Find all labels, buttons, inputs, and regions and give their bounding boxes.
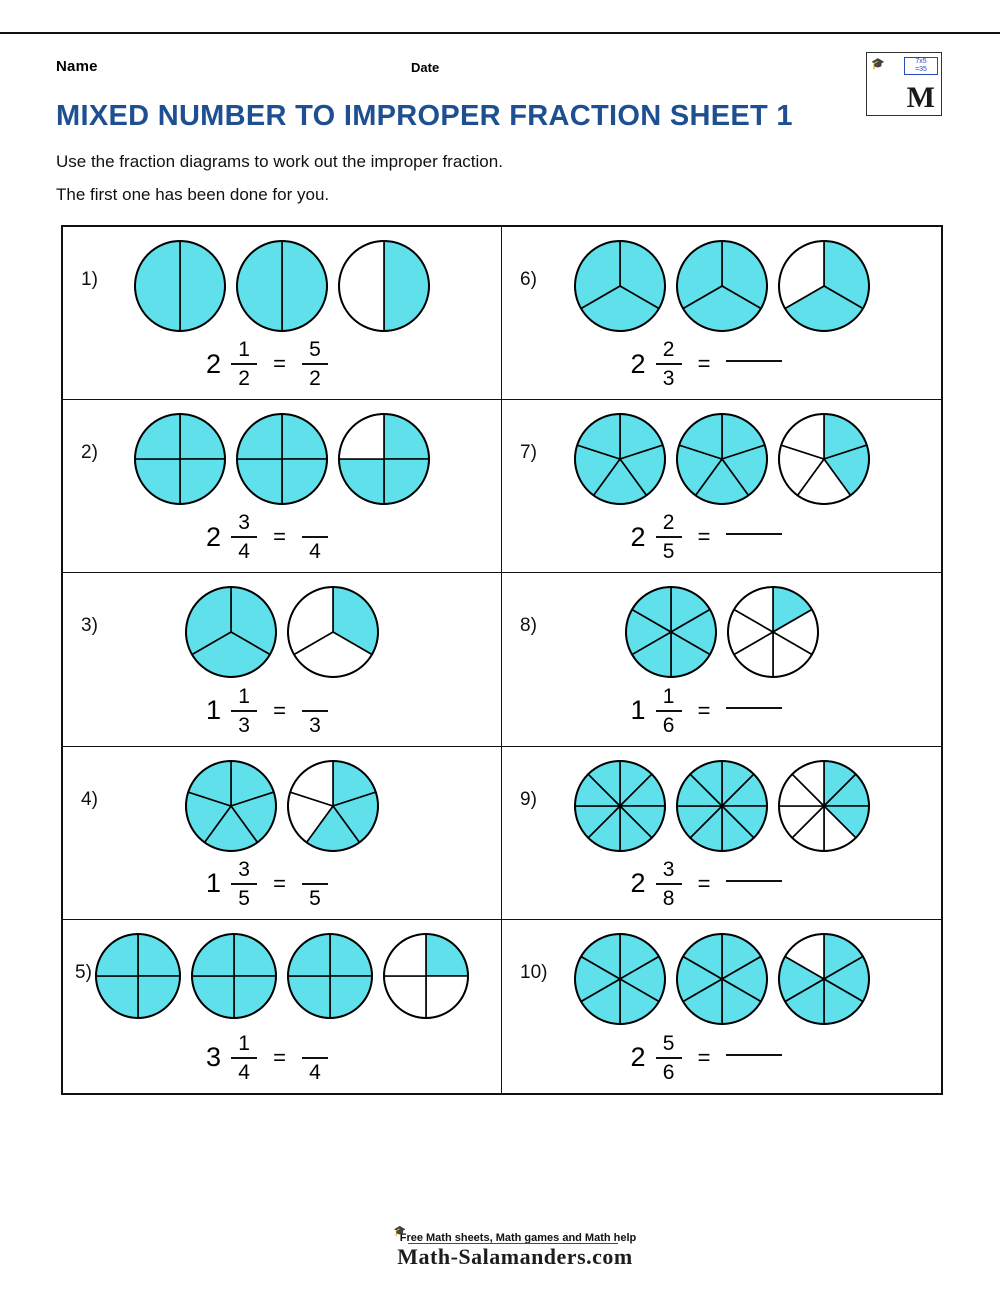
fraction-denominator: 4 xyxy=(238,1060,250,1084)
page-title: MIXED NUMBER TO IMPROPER FRACTION SHEET 1 xyxy=(56,100,793,132)
fraction-diagram-group xyxy=(502,585,941,684)
fraction-circle xyxy=(286,759,380,858)
mixed-fraction xyxy=(656,686,682,736)
problem-number: 3) xyxy=(81,615,98,637)
equals-sign: = xyxy=(697,697,711,723)
logo-text-bottom: =35 xyxy=(915,66,927,73)
answer-blank-line[interactable] xyxy=(726,533,782,535)
top-divider xyxy=(0,32,1000,34)
fraction-circle xyxy=(337,239,431,338)
fraction-circle xyxy=(235,412,329,511)
answer-denominator: 5 xyxy=(309,886,321,910)
fraction-circle xyxy=(286,585,380,684)
fraction-numerator: 2 xyxy=(662,511,675,535)
mixed-fraction xyxy=(231,686,257,736)
fraction-circle xyxy=(675,412,769,511)
problem-number: 6) xyxy=(520,269,537,290)
mixed-fraction xyxy=(656,512,682,562)
whole-number: 1 xyxy=(630,695,646,726)
problem-number: 8) xyxy=(520,615,537,637)
fraction-circle xyxy=(184,585,278,684)
fraction-diagram-group xyxy=(502,239,941,338)
fraction-denominator: 6 xyxy=(662,1060,675,1084)
answer-fraction-blank[interactable] xyxy=(302,1033,328,1083)
fraction-circle xyxy=(777,932,871,1031)
whole-number: 1 xyxy=(206,695,222,726)
answer-fraction[interactable] xyxy=(302,339,328,389)
fraction-numerator: 5 xyxy=(662,1031,675,1055)
equation-row xyxy=(63,859,501,909)
instruction-line-1: Use the fraction diagrams to work out the improper fraction. xyxy=(56,152,503,171)
equals-sign: = xyxy=(273,697,286,723)
fraction-diagram-group xyxy=(63,412,501,511)
equals-sign: = xyxy=(697,1044,711,1070)
problem-number: 7) xyxy=(520,442,537,464)
fraction-circle xyxy=(777,239,871,338)
name-date-row xyxy=(56,58,936,78)
fraction-denominator: 3 xyxy=(238,713,250,737)
footer-tagline: Free Math sheets, Math games and Math help xyxy=(399,1232,637,1244)
problem-cell xyxy=(63,920,502,1093)
footer-logo-icon: 🎓 xyxy=(393,1226,407,1237)
fraction-circle xyxy=(675,759,769,858)
footer xyxy=(0,1226,1000,1270)
answer-denominator: 4 xyxy=(309,1060,321,1084)
problem-cell xyxy=(63,400,502,573)
mixed-fraction xyxy=(231,512,257,562)
fraction-circle xyxy=(573,932,667,1031)
mixed-fraction xyxy=(231,1033,257,1083)
fraction-diagram-group xyxy=(63,585,501,684)
problem-cell xyxy=(63,573,502,746)
logo-text-top: 7x5 xyxy=(915,58,927,65)
mixed-fraction xyxy=(656,1033,682,1083)
whole-number: 1 xyxy=(206,868,222,899)
equation-row xyxy=(502,859,941,909)
fraction-circle xyxy=(573,759,667,858)
fraction-circle xyxy=(133,412,227,511)
fraction-circle xyxy=(726,585,820,684)
fraction-diagram-group xyxy=(63,932,501,1025)
mixed-fraction xyxy=(656,339,682,389)
instruction-line-2: The first one has been done for you. xyxy=(56,185,330,204)
mixed-fraction xyxy=(231,339,257,389)
whole-number: 2 xyxy=(630,348,646,379)
problem-cell xyxy=(502,573,941,746)
problem-number: 4) xyxy=(81,788,98,810)
answer-blank-line[interactable] xyxy=(726,1054,782,1056)
problem-cell xyxy=(502,920,941,1093)
mixed-fraction xyxy=(231,859,257,909)
answer-denominator: 2 xyxy=(309,367,321,391)
fraction-circle xyxy=(675,932,769,1031)
fraction-diagram-group xyxy=(502,412,941,511)
equation-row xyxy=(502,512,941,562)
whole-number: 2 xyxy=(206,521,222,552)
whole-number: 3 xyxy=(206,1042,222,1073)
equals-sign: = xyxy=(273,870,286,896)
problem-cell xyxy=(502,747,941,920)
fraction-numerator: 3 xyxy=(238,511,250,535)
fraction-circle xyxy=(235,239,329,338)
footer-brand: Math-Salamanders.com xyxy=(397,1244,633,1269)
equation-row xyxy=(63,686,501,736)
whole-number: 2 xyxy=(630,521,646,552)
problem-number: 10) xyxy=(520,961,548,983)
name-label: Name xyxy=(56,58,98,75)
fraction-denominator: 3 xyxy=(662,367,675,391)
fraction-circle xyxy=(94,932,182,1025)
answer-fraction-blank[interactable] xyxy=(302,859,328,909)
answer-denominator: 4 xyxy=(309,540,321,564)
whole-number: 2 xyxy=(630,868,646,899)
answer-blank-line[interactable] xyxy=(726,880,782,882)
fraction-denominator: 8 xyxy=(662,886,675,910)
fraction-circle xyxy=(133,239,227,338)
fraction-circle xyxy=(184,759,278,858)
fraction-denominator: 2 xyxy=(238,367,250,391)
equation-row xyxy=(502,686,941,736)
answer-blank-line[interactable] xyxy=(726,360,782,362)
mixed-fraction xyxy=(656,859,682,909)
fraction-circle xyxy=(573,239,667,338)
answer-blank-line[interactable] xyxy=(726,707,782,709)
footer-underline xyxy=(408,1243,618,1244)
fraction-numerator: 3 xyxy=(662,857,675,881)
fraction-circle xyxy=(777,759,871,858)
fraction-diagram-group xyxy=(63,239,501,338)
equals-sign: = xyxy=(273,524,286,550)
fraction-numerator: 1 xyxy=(238,1031,250,1055)
equals-sign: = xyxy=(697,351,711,377)
fraction-circle xyxy=(624,585,718,684)
fraction-numerator: 1 xyxy=(238,338,250,362)
fraction-circle xyxy=(190,932,278,1025)
equals-sign: = xyxy=(273,351,286,377)
logo-letter: M xyxy=(906,81,935,114)
equation-row xyxy=(63,339,501,389)
problem-grid xyxy=(61,225,943,1095)
fraction-circle xyxy=(382,932,470,1025)
problem-number: 2) xyxy=(81,442,98,464)
logo-math-box xyxy=(904,57,938,75)
problem-number: 1) xyxy=(81,269,98,290)
answer-denominator: 3 xyxy=(309,713,321,737)
math-salamanders-logo xyxy=(866,52,942,116)
equation-row xyxy=(502,339,941,389)
whole-number: 2 xyxy=(630,1042,646,1073)
fraction-denominator: 5 xyxy=(662,540,675,564)
fraction-diagram-group xyxy=(502,759,941,858)
fraction-denominator: 6 xyxy=(662,713,675,737)
equation-row xyxy=(63,512,501,562)
equals-sign: = xyxy=(273,1044,286,1070)
fraction-diagram-group xyxy=(63,759,501,858)
equals-sign: = xyxy=(697,870,711,896)
equals-sign: = xyxy=(697,524,711,550)
date-label: Date xyxy=(411,60,440,75)
problem-cell xyxy=(502,227,941,400)
equation-row xyxy=(502,1033,941,1083)
fraction-numerator: 3 xyxy=(238,857,250,881)
giraffe-icon: 🎓 xyxy=(871,58,885,70)
fraction-numerator: 2 xyxy=(662,338,675,362)
answer-fraction-blank[interactable] xyxy=(302,512,328,562)
whole-number: 2 xyxy=(206,348,222,379)
fraction-circle xyxy=(337,412,431,511)
answer-fraction-blank[interactable] xyxy=(302,686,328,736)
fraction-denominator: 4 xyxy=(238,540,250,564)
equation-row xyxy=(63,1033,501,1083)
problem-number: 5) xyxy=(75,961,92,983)
problem-cell xyxy=(63,747,502,920)
fraction-circle xyxy=(675,239,769,338)
fraction-numerator: 1 xyxy=(238,684,250,708)
fraction-circle xyxy=(286,932,374,1025)
problem-number: 9) xyxy=(520,788,537,810)
problem-cell xyxy=(502,400,941,573)
fraction-circle xyxy=(777,412,871,511)
fraction-diagram-group xyxy=(502,932,941,1031)
fraction-circle xyxy=(573,412,667,511)
fraction-denominator: 5 xyxy=(238,886,250,910)
answer-numerator: 5 xyxy=(309,338,321,362)
problem-cell xyxy=(63,227,502,400)
fraction-numerator: 1 xyxy=(662,684,675,708)
